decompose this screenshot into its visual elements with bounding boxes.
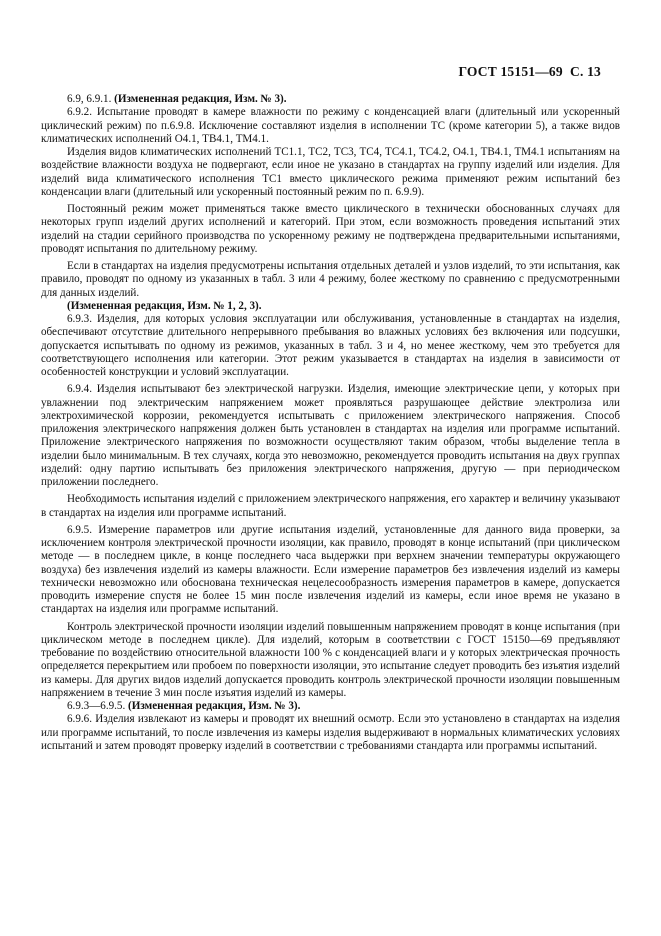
amendment-note: (Измененная редакция, Изм. № 3).: [128, 700, 301, 712]
paragraph-text: Контроль электрической прочности изоляции изделий повышенным напряжением проводят в конце испытания (при циклическом методе в последнем цикле). Для изделий, которым в соответствии с ГОСТ 15150—69 предъявляют требование по воздействию относительной влажности 100 % с конденсацией влаги и у которых электрическая прочность определяется перекрытием или пробоем по поверхности изоляции, это испытание следует проводить без изъятия изделий из камеры. Для других видов изделий допускается проводить контроль электрической прочности изоляции повышенным напряжением в течение 3 мин после изъятия изделий из камеры.: [41, 620, 620, 699]
paragraph-text: Изделия, для которых условия эксплуатации или обслуживания, установленные в стандартах на изделия, обеспечивают отсутствие длительного непрерывного пребывания во влажных условиях без включения или подсушки, допускается испытывать по одному из режимов, указанных в табл. 3 и 4, но менее жесткому, чем это требуется для соответствующего исполнения или категории. Этот режим указывается в стандартах на изделия в зависимости от особенностей конструкции и условий эксплуатации.: [41, 313, 620, 378]
amendment-paragraph: [41, 300, 620, 313]
paragraph-6-9-1: [41, 93, 620, 106]
clause-number: 6.9.3—6.9.5.: [67, 700, 126, 712]
page-number: С. 13: [570, 64, 601, 79]
paragraph: [41, 146, 620, 199]
paragraph: [41, 493, 620, 520]
paragraph-6-9-5: [41, 524, 620, 617]
page-header: [458, 64, 601, 80]
paragraph-text: Изделия извлекают из камеры и проводят их внешний осмотр. Если это установлено в стандартах на изделия или программе испытаний, то после извлечения из камеры изделия выдерживают в нормальных климатических условиях испытаний и затем проводят проверку изделий в соответствии с требованиями стандарта или программы испытаний.: [41, 713, 620, 752]
paragraph-6-9-2: [41, 106, 620, 146]
paragraph: [41, 621, 620, 701]
clause-number: 6.9.5.: [67, 523, 92, 536]
clause-number: 6.9.3.: [67, 313, 92, 325]
clause-number: 6.9.4.: [67, 383, 92, 396]
amendment-note: (Измененная редакция, Изм. № 1, 2, 3).: [67, 299, 262, 312]
document-body: [41, 93, 620, 753]
standard-number: ГОСТ 15151—69: [458, 64, 563, 79]
paragraph-text: Если в стандартах на изделия предусмотрены испытания отдельных деталей и узлов изделий, то эти испытания, как правило, проводят по одному из указанных в табл. 3 или 4 режиму, более жесткому по сравнению с предусмотренными для данных изделий.: [41, 260, 620, 299]
clause-number: 6.9.6.: [67, 713, 92, 726]
paragraph-6-9-6: [41, 713, 620, 753]
clause-number: 6.9.2.: [67, 106, 92, 119]
amendment-note: (Измененная редакция, Изм. № 3).: [114, 93, 287, 105]
clause-number: 6.9, 6.9.1.: [67, 93, 112, 105]
paragraph-text: Изделия видов климатических исполнений ТС1.1, ТС2, ТС3, ТС4, ТС4.1, ТС4.2, О4.1, ТВ4.1, ТМ4.1 испытаниям на воздействие влажности воздуха не подвергают, если иное не указано в стандартах на группу изделий или изделия. Для изделий вида климатического исполнения ТС1 вместо циклического режима применяют режим испытаний без конденсации влаги (длительный или ускоренный постоянный режим по п. 6.9.9).: [41, 146, 620, 198]
paragraph: [41, 260, 620, 300]
paragraph-6-9-3: [41, 313, 620, 379]
paragraph-6-9-4: [41, 383, 620, 489]
paragraph-text: Изделия испытывают без электрической нагрузки. Изделия, имеющие электрические цепи, у которых при увлажнении под электрическим напряжением может проявляться разрушающее действие электролиза или электрохимической коррозии, рекомендуется испытывать с приложением электрического напряжения. Способ приложения электрического напряжения должен быть установлен в стандартах на изделия или программе испытаний. Приложение электрического напряжения по возможности осуществляют таким образом, чтобы выделение тепла в изделии было минимальным. В тех случаях, когда это невозможно, рекомендуется проводить испытания на двух группах изделий: одну партию испытывать без приложения электрического напряжения, другую — при периодическом приложении последнего.: [41, 383, 620, 488]
paragraph-text: Испытание проводят в камере влажности по режиму с конденсацией влаги (длительный или ускоренный циклический режим) по п.6.9.8. Исключение составляют изделия в исполнении ТС (кроме категории 5), а также видов климатических исполнений О4.1, ТВ4.1, ТМ4.1.: [41, 106, 620, 145]
paragraph-text: Постоянный режим может применяться также вместо циклического в технически обоснованных случаях для некоторых групп изделий других исполнений и категорий. При этом, если возможность проведения испытаний этих изделий на стадии серийного производства по ускоренному режиму не подтверждена предварительными испытаниями, проводят испытания по длительному режиму.: [41, 203, 620, 255]
paragraph: [41, 203, 620, 256]
paragraph-6-9-3-6-9-5: [41, 700, 620, 713]
paragraph-text: Измерение параметров или другие испытания изделий, установленные для данного вида проверки, за исключением контроля электрической прочности изоляции, как правило, проводят в конце испытаний (при циклическом методе — в последнем цикле, в конце последнего часа выдержки при верхнем значении температуры окружающего воздуха) без извлечения изделий из камеры влажности. Если измерение параметров без извлечения изделий из камеры технически невозможно или обоснована техническая нецелесообразность измерения параметров в камере, допускается проводить измерение спустя не более 15 мин после извлечения изделий из камеры, если иное время не указано в стандартах на изделия или программе испытаний.: [41, 523, 620, 616]
paragraph-text: Необходимость испытания изделий с приложением электрического напряжения, его характер и величину указывают в стандартах на изделия или программе испытаний.: [41, 493, 620, 519]
